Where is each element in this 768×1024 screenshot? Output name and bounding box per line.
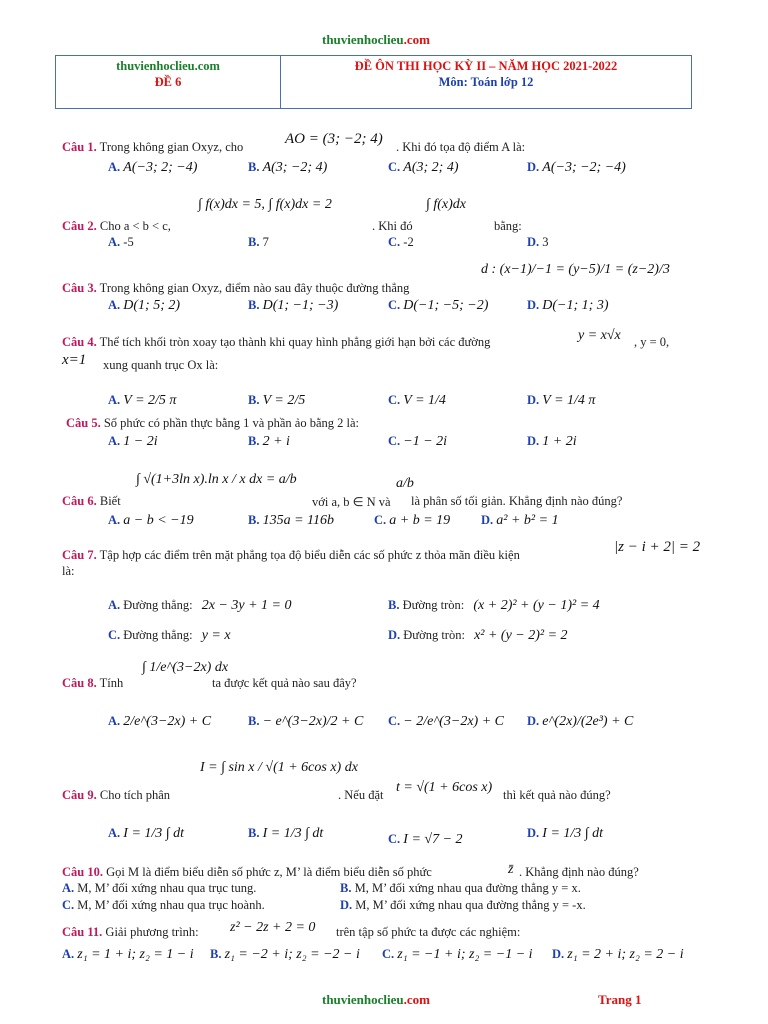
option-letter: C.: [388, 714, 401, 728]
option-text: 7: [262, 235, 269, 249]
q6-option-a[interactable]: [108, 513, 194, 529]
option-text: z₁ = −2 + i; z₂ = −2 − i: [224, 947, 360, 962]
option-text: M, M’ đối xứng nhau qua đường thẳng y = -x.: [355, 898, 586, 912]
question-label: Câu 10.: [62, 865, 103, 879]
question-text: Trong không gian Oxyz, điểm nào sau đây thuộc đường thẳng: [99, 281, 410, 295]
q6-option-c[interactable]: [374, 513, 450, 529]
question-3: [62, 281, 409, 296]
question-label: Câu 2.: [62, 219, 97, 233]
question-4-math: y = x√x: [578, 328, 621, 343]
question-1: [62, 140, 243, 155]
q6-option-b[interactable]: [248, 513, 334, 529]
option-letter: B.: [340, 881, 352, 895]
option-letter: C.: [108, 628, 121, 642]
q9-option-b[interactable]: [248, 826, 323, 842]
question-1-tail: . Khi đó tọa độ điểm A là:: [396, 140, 526, 154]
q11-option-a[interactable]: [62, 947, 194, 963]
q1-option-a[interactable]: [108, 160, 197, 176]
option-text: z₁ = 2 + i; z₂ = 2 − i: [567, 947, 684, 962]
option-letter: B.: [248, 235, 260, 249]
question-7: [62, 548, 520, 563]
option-label: Đường tròn:: [402, 598, 465, 612]
question-text: Gọi M là điểm biểu diễn số phức z, M’ là điểm biểu diễn số phức: [106, 865, 432, 879]
question-label: Câu 3.: [62, 281, 97, 295]
q10-option-b[interactable]: [340, 881, 581, 896]
question-8: [62, 676, 123, 691]
option-text: 2/e^(3−2x) + C: [123, 714, 212, 729]
q9-option-d[interactable]: [527, 826, 603, 842]
question-text: Biết: [99, 494, 121, 508]
question-10-math: z̄: [508, 862, 514, 877]
option-text: D(1; −1; −3): [262, 298, 339, 313]
option-text: z₁ = −1 + i; z₂ = −1 − i: [397, 947, 533, 962]
question-1-math: AO = (3; −2; 4): [285, 131, 383, 147]
option-letter: B.: [248, 393, 260, 407]
option-text: − e^(3−2x)/2 + C: [262, 714, 364, 729]
q2-option-a[interactable]: [108, 235, 134, 250]
q4-option-c[interactable]: [388, 393, 446, 409]
option-letter: D.: [481, 513, 494, 527]
question-label: Câu 11.: [62, 925, 103, 939]
option-letter: D.: [340, 898, 353, 912]
question-6-tail: là phân số tối giản. Khẳng định nào đúng?: [411, 494, 623, 508]
exam-subject: Môn: Toán lớp 12: [438, 75, 534, 89]
option-label: Đường tròn:: [403, 628, 465, 642]
question-2: [62, 219, 171, 234]
question-11-tail: trên tập số phức ta được các nghiệm:: [336, 925, 521, 939]
option-text: z₁ = 1 + i; z₂ = 1 − i: [77, 947, 194, 962]
option-text: y = x: [201, 628, 231, 643]
q11-option-d[interactable]: [552, 947, 684, 963]
option-letter: D.: [527, 714, 540, 728]
question-2-mid: . Khi đó: [372, 219, 413, 233]
question-9-math2: t = √(1 + 6cos x): [396, 780, 493, 795]
option-letter: A.: [108, 393, 121, 407]
q5-option-c[interactable]: [388, 434, 447, 450]
option-text: I = 1/3 ∫ dt: [123, 826, 185, 841]
option-text: A(−3; 2; −4): [123, 160, 198, 175]
option-letter: B.: [210, 947, 222, 961]
question-10-tail: . Khẳng định nào đúng?: [519, 865, 639, 879]
q5-option-b[interactable]: [248, 434, 290, 450]
q7-option-c[interactable]: [108, 628, 231, 644]
option-letter: A.: [108, 434, 121, 448]
question-text: Tập hợp các điểm trên mặt phẳng tọa độ biểu diễn các số phức z thỏa mãn điều kiện: [99, 548, 520, 562]
question-text: Trong không gian Oxyz, cho: [99, 140, 244, 154]
option-text: V = 1/4: [403, 393, 446, 408]
q1-option-d[interactable]: [527, 160, 626, 176]
option-text: 1 + 2i: [542, 434, 577, 449]
q7-option-d[interactable]: [388, 628, 568, 644]
header-site: thuvienhoclieu.com: [116, 59, 220, 73]
option-text: -5: [123, 235, 134, 249]
option-letter: B.: [248, 160, 260, 174]
question-label: Câu 9.: [62, 788, 97, 802]
question-2-math2: ∫ f(x)dx: [426, 197, 466, 212]
option-letter: B.: [248, 826, 260, 840]
option-text: 135a = 116b: [262, 513, 335, 528]
q5-option-d[interactable]: [527, 434, 577, 450]
option-letter: A.: [108, 513, 121, 527]
option-text: 3: [542, 235, 549, 249]
q11-option-b[interactable]: [210, 947, 360, 963]
option-letter: B.: [248, 434, 260, 448]
option-text: -2: [403, 235, 414, 249]
exam-code: ĐỀ 6: [154, 75, 182, 89]
q3-option-a[interactable]: [108, 298, 180, 314]
option-letter: B.: [388, 598, 400, 612]
option-letter: D.: [527, 826, 540, 840]
site-name: thuvienhoclieu: [322, 32, 404, 47]
question-8-tail: ta được kết quả nào sau đây?: [212, 676, 357, 690]
option-letter: C.: [388, 393, 401, 407]
option-letter: D.: [527, 393, 540, 407]
option-letter: A.: [108, 714, 121, 728]
question-text: Giải phương trình:: [105, 925, 199, 939]
q8-option-b[interactable]: [248, 714, 363, 730]
option-text: 2 + i: [262, 434, 290, 449]
page-number: Trang 1: [598, 992, 642, 1007]
question-9-math: I = ∫ sin x / √(1 + 6cos x) dx: [200, 760, 358, 775]
footer-site-name: [322, 992, 430, 1008]
option-text: (x + 2)² + (y − 1)² = 4: [473, 598, 600, 613]
site-tld: .com: [403, 32, 430, 47]
option-letter: D.: [527, 434, 540, 448]
q6-option-d[interactable]: [481, 513, 559, 529]
option-letter: C.: [388, 298, 401, 312]
question-label: Câu 7.: [62, 548, 97, 562]
option-text: a + b = 19: [389, 513, 451, 528]
exam-title: ĐỀ ÔN THI HỌC KỲ II – NĂM HỌC 2021-2022: [354, 59, 618, 73]
question-label: Câu 4.: [62, 335, 97, 349]
option-text: V = 1/4 π: [542, 393, 596, 408]
q7-option-a[interactable]: [108, 598, 291, 614]
top-site-name: [322, 32, 430, 48]
option-text: V = 2/5 π: [123, 393, 177, 408]
question-text: Cho tích phân: [99, 788, 170, 802]
q8-option-d[interactable]: [527, 714, 633, 730]
option-text: a² + b² = 1: [496, 513, 559, 528]
q4-option-b[interactable]: [248, 393, 305, 409]
question-11: [62, 925, 199, 940]
option-letter: D.: [527, 160, 540, 174]
q3-option-d[interactable]: [527, 298, 609, 314]
option-text: x² + (y − 2)² = 2: [474, 628, 568, 643]
question-9-tail: thì kết quả nào đúng?: [503, 788, 611, 802]
option-text: − 2/e^(3−2x) + C: [403, 714, 505, 729]
option-letter: A.: [62, 881, 75, 895]
question-10: [62, 865, 432, 880]
exam-header-box: [55, 55, 692, 109]
option-text: −1 − 2i: [403, 434, 448, 449]
footer-site: thuvienhoclieu: [322, 992, 404, 1007]
question-6-math: ∫ √(1+3ln x).ln x / x dx = a/b: [136, 472, 297, 487]
question-2-tail: bằng:: [494, 219, 522, 233]
q2-option-d[interactable]: [527, 235, 549, 250]
option-letter: D.: [527, 235, 540, 249]
question-7-math: |z − i + 2| = 2: [614, 539, 701, 555]
option-text: e^(2x)/(2e³) + C: [542, 714, 634, 729]
q2-option-c[interactable]: [388, 235, 414, 250]
option-letter: A.: [108, 298, 121, 312]
question-2-math: ∫ f(x)dx = 5, ∫ f(x)dx = 2: [198, 197, 332, 212]
option-letter: A.: [62, 947, 75, 961]
option-letter: B.: [248, 513, 260, 527]
option-letter: A.: [108, 598, 121, 612]
q5-option-a[interactable]: [108, 434, 158, 450]
question-4: [62, 335, 490, 350]
option-text: D(−1; −5; −2): [403, 298, 489, 313]
q9-option-a[interactable]: [108, 826, 184, 842]
q8-option-c[interactable]: [388, 714, 504, 730]
option-text: D(−1; 1; 3): [542, 298, 609, 313]
question-text: Tính: [99, 676, 124, 690]
q4-option-a[interactable]: [108, 393, 176, 409]
option-letter: B.: [248, 298, 260, 312]
q4-option-d[interactable]: [527, 393, 595, 409]
question-6-math2: a/b: [396, 476, 414, 491]
question-3-math: d : (x−1)/−1 = (y−5)/1 = (z−2)/3: [481, 262, 670, 277]
question-text: Thể tích khối tròn xoay tạo thành khi quay hình phẳng giới hạn bởi các đường: [99, 335, 491, 349]
q10-option-a[interactable]: [62, 881, 256, 896]
option-letter: C.: [388, 160, 401, 174]
option-text: a − b < −19: [123, 513, 194, 528]
option-letter: B.: [248, 714, 260, 728]
question-6: [62, 494, 121, 509]
option-label: Đường thẳng:: [123, 598, 193, 612]
q2-option-b[interactable]: [248, 235, 269, 250]
question-4-line2-math: x=1: [62, 352, 87, 368]
question-label: Câu 8.: [62, 676, 97, 690]
option-text: A(−3; −2; −4): [542, 160, 626, 175]
footer-tld: .com: [403, 992, 430, 1007]
q3-option-b[interactable]: [248, 298, 338, 314]
q9-option-c[interactable]: [388, 832, 463, 848]
option-letter: A.: [108, 826, 121, 840]
option-letter: A.: [108, 160, 121, 174]
option-label: Đường thẳng:: [123, 628, 193, 642]
question-4-line2: xung quanh trục Ox là:: [103, 358, 219, 372]
question-text: Cho a < b < c,: [99, 219, 171, 233]
option-letter: D.: [527, 298, 540, 312]
option-letter: A.: [108, 235, 121, 249]
option-text: M, M’ đối xứng nhau qua trục hoành.: [77, 898, 265, 912]
question-6-mid: với a, b ∈ N và: [312, 495, 391, 509]
option-text: A(3; −2; 4): [262, 160, 328, 175]
question-label: Câu 1.: [62, 140, 97, 154]
option-text: I = 1/3 ∫ dt: [542, 826, 604, 841]
question-8-math: ∫ 1/e^(3−2x) dx: [142, 660, 229, 675]
option-letter: C.: [374, 513, 387, 527]
option-letter: D.: [388, 628, 401, 642]
question-5: [66, 416, 359, 431]
q8-option-a[interactable]: [108, 714, 211, 730]
question-label: Câu 5.: [66, 416, 101, 430]
option-letter: C.: [62, 898, 75, 912]
q7-option-b[interactable]: [388, 598, 600, 614]
question-7-line2: là:: [62, 564, 75, 578]
option-letter: D.: [552, 947, 565, 961]
option-letter: C.: [388, 235, 401, 249]
option-text: 1 − 2i: [123, 434, 158, 449]
question-4-tail: , y = 0,: [634, 335, 670, 349]
option-text: M, M’ đối xứng nhau qua đường thẳng y = x.: [354, 881, 581, 895]
option-text: V = 2/5: [262, 393, 306, 408]
q10-option-c[interactable]: [62, 898, 265, 913]
option-text: I = √7 − 2: [403, 832, 463, 847]
option-text: I = 1/3 ∫ dt: [262, 826, 324, 841]
q3-option-c[interactable]: [388, 298, 488, 314]
option-letter: C.: [388, 832, 401, 846]
option-text: D(1; 5; 2): [123, 298, 181, 313]
question-9: [62, 788, 170, 803]
q10-option-d[interactable]: [340, 898, 586, 913]
q11-option-c[interactable]: [382, 947, 533, 963]
q1-option-b[interactable]: [248, 160, 327, 176]
question-11-math: z² − 2z + 2 = 0: [230, 920, 316, 935]
question-text: Số phức có phần thực bằng 1 và phần ảo bằng 2 là:: [103, 416, 360, 430]
option-letter: C.: [388, 434, 401, 448]
question-label: Câu 6.: [62, 494, 97, 508]
option-text: M, M’ đối xứng nhau qua trục tung.: [77, 881, 257, 895]
option-letter: C.: [382, 947, 395, 961]
q1-option-c[interactable]: [388, 160, 458, 176]
question-9-mid: . Nếu đặt: [338, 788, 384, 802]
option-text: 2x − 3y + 1 = 0: [201, 598, 292, 613]
option-text: A(3; 2; 4): [403, 160, 459, 175]
